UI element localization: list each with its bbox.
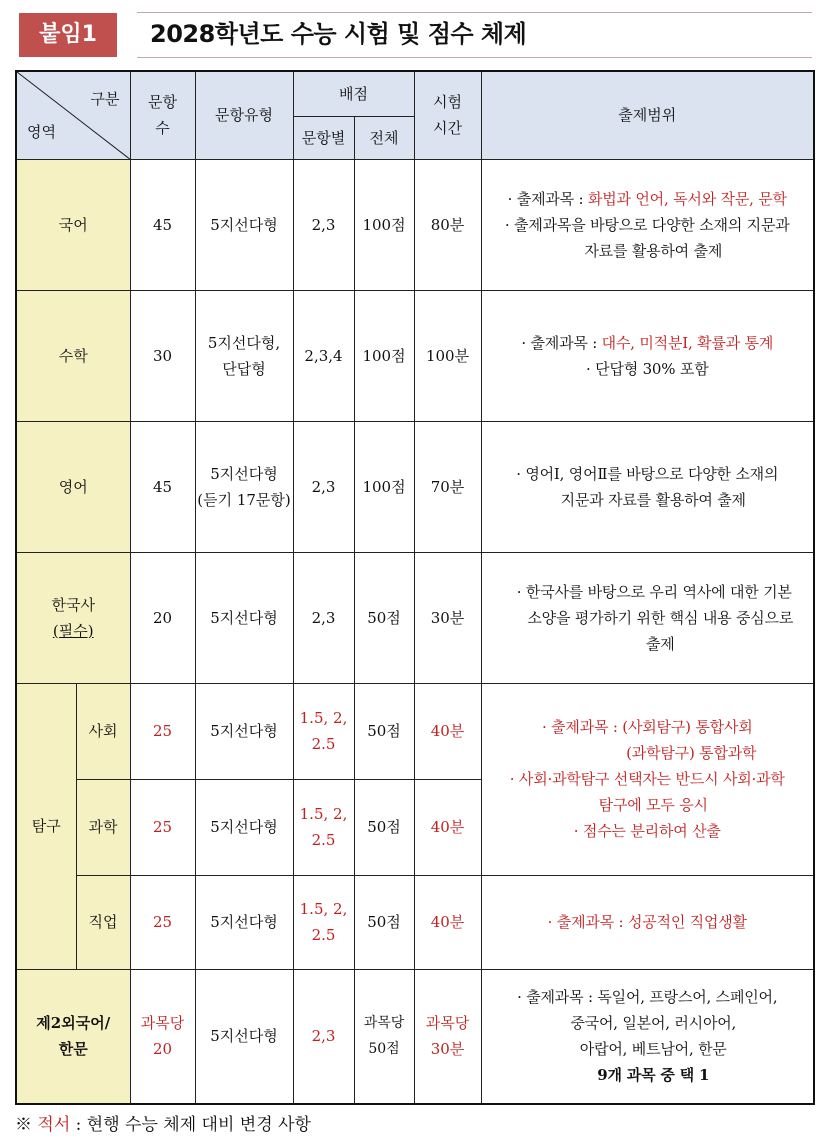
cell-time: 30분 (414, 552, 481, 683)
attachment-badge: 붙임1 (19, 13, 117, 57)
cell-type: 5지선다형 (195, 159, 293, 290)
cell-total: 100점 (354, 290, 414, 421)
table-row-second-language (16, 969, 814, 1104)
cell-range: · 출제과목 : 대수, 미적분Ⅰ, 확률과 통계 · 단답형 30% 포함 (481, 290, 814, 421)
cell-type: 5지선다형 (195, 875, 293, 969)
table-row-inquiry-vocational (16, 875, 814, 969)
subject-social: 사회 (76, 683, 130, 779)
cell-time: 40분 (414, 779, 481, 875)
cell-total: 100점 (354, 159, 414, 290)
header-time: 시험 시간 (414, 71, 481, 159)
title-rule-bottom (137, 57, 812, 58)
cell-range: · 영어Ⅰ, 영어Ⅱ를 바탕으로 다양한 소재의 지문과 자료를 활용하여 출제 (481, 421, 814, 552)
cell-per: 1.5, 2, 2.5 (293, 779, 354, 875)
cell-range: · 출제과목 : 독일어, 프랑스어, 스페인어, 중국어, 일본어, 러시아어, 아랍어, 베트남어, 한문 9개 과목 중 택 1 (481, 969, 814, 1104)
cell-type: 5지선다형 (195, 779, 293, 875)
cell-type: 5지선다형 (듣기 17문항) (195, 421, 293, 552)
cell-num: 30 (130, 290, 195, 421)
page-title: 2028학년도 수능 시험 및 점수 체제 (150, 20, 527, 48)
cell-total: 100점 (354, 421, 414, 552)
cell-total: 과목당 50점 (354, 969, 414, 1104)
cell-per: 2,3 (293, 552, 354, 683)
subject-vocational: 직업 (76, 875, 130, 969)
cell-total: 50점 (354, 779, 414, 875)
cell-per: 1.5, 2, 2.5 (293, 875, 354, 969)
cell-range: · 한국사를 바탕으로 우리 역사에 대한 기본 소양을 평가하기 위한 핵심 내용 중심으로 출제 (481, 552, 814, 683)
cell-per: 2,3 (293, 969, 354, 1104)
cell-per: 2,3,4 (293, 290, 354, 421)
table-row-math (16, 290, 814, 421)
cell-num: 45 (130, 159, 195, 290)
subject-math: 수학 (16, 290, 130, 421)
cell-per: 2,3 (293, 159, 354, 290)
table-row-history (16, 552, 814, 683)
cell-time: 80분 (414, 159, 481, 290)
header-score-per-item: 문항별 (293, 116, 354, 159)
subject-history: 한국사 (필수) (16, 552, 130, 683)
cell-num: 25 (130, 779, 195, 875)
header-diagonal-cell (16, 71, 130, 159)
cell-total: 50점 (354, 552, 414, 683)
cell-type: 5지선다형 (195, 552, 293, 683)
reference-mark: ※ (15, 1115, 32, 1135)
cell-time: 70분 (414, 421, 481, 552)
subject-inquiry: 탐구 (16, 683, 76, 969)
cell-type: 5지선다형 (195, 683, 293, 779)
cell-range: · 출제과목 : 화법과 언어, 독서와 작문, 문학 · 출제과목을 바탕으로 다양한 소재의 지문과 자료를 활용하여 출제 (481, 159, 814, 290)
cell-num: 25 (130, 875, 195, 969)
header-range: 출제범위 (481, 71, 814, 159)
title-rule-top (137, 12, 812, 13)
cell-type: 5지선다형, 단답형 (195, 290, 293, 421)
cell-total: 50점 (354, 683, 414, 779)
table-row-inquiry-social (16, 683, 814, 779)
cell-type: 5지선다형 (195, 969, 293, 1104)
header-num-items: 문항 수 (130, 71, 195, 159)
header-youngyeok: 영역 (27, 122, 56, 141)
subject-science: 과학 (76, 779, 130, 875)
cell-range-inquiry: · 출제과목 : (사회탐구) 통합사회 (과학탐구) 통합과학 · 사회·과학탐구 선택자는 반드시 사회·과학 탐구에 모두 응시 · 점수는 분리하여 산출 (481, 683, 814, 875)
header-score-total: 전체 (354, 116, 414, 159)
subject-korean: 국어 (16, 159, 130, 290)
cell-num: 45 (130, 421, 195, 552)
cell-num: 20 (130, 552, 195, 683)
cell-range-vocational: · 출제과목 : 성공적인 직업생활 (481, 875, 814, 969)
cell-num: 25 (130, 683, 195, 779)
cell-total: 50점 (354, 875, 414, 969)
header-item-type: 문항유형 (195, 71, 293, 159)
cell-time: 과목당 30분 (414, 969, 481, 1104)
header (0, 0, 825, 66)
cell-per: 2,3 (293, 421, 354, 552)
footnote-red-text: 적서 (37, 1115, 71, 1135)
cell-time: 100분 (414, 290, 481, 421)
footnote (15, 1110, 311, 1135)
exam-system-table (15, 70, 815, 1105)
cell-time: 40분 (414, 683, 481, 779)
cell-num: 과목당 20 (130, 969, 195, 1104)
header-score: 배점 (293, 71, 414, 116)
subject-second-language: 제2외국어/ 한문 (16, 969, 130, 1104)
table-row-korean (16, 159, 814, 290)
subject-english: 영어 (16, 421, 130, 552)
table-row-english (16, 421, 814, 552)
cell-per: 1.5, 2, 2.5 (293, 683, 354, 779)
cell-time: 40분 (414, 875, 481, 969)
header-gubun: 구분 (90, 90, 120, 108)
footnote-text: : 현행 수능 체제 대비 변경 사항 (70, 1115, 311, 1135)
